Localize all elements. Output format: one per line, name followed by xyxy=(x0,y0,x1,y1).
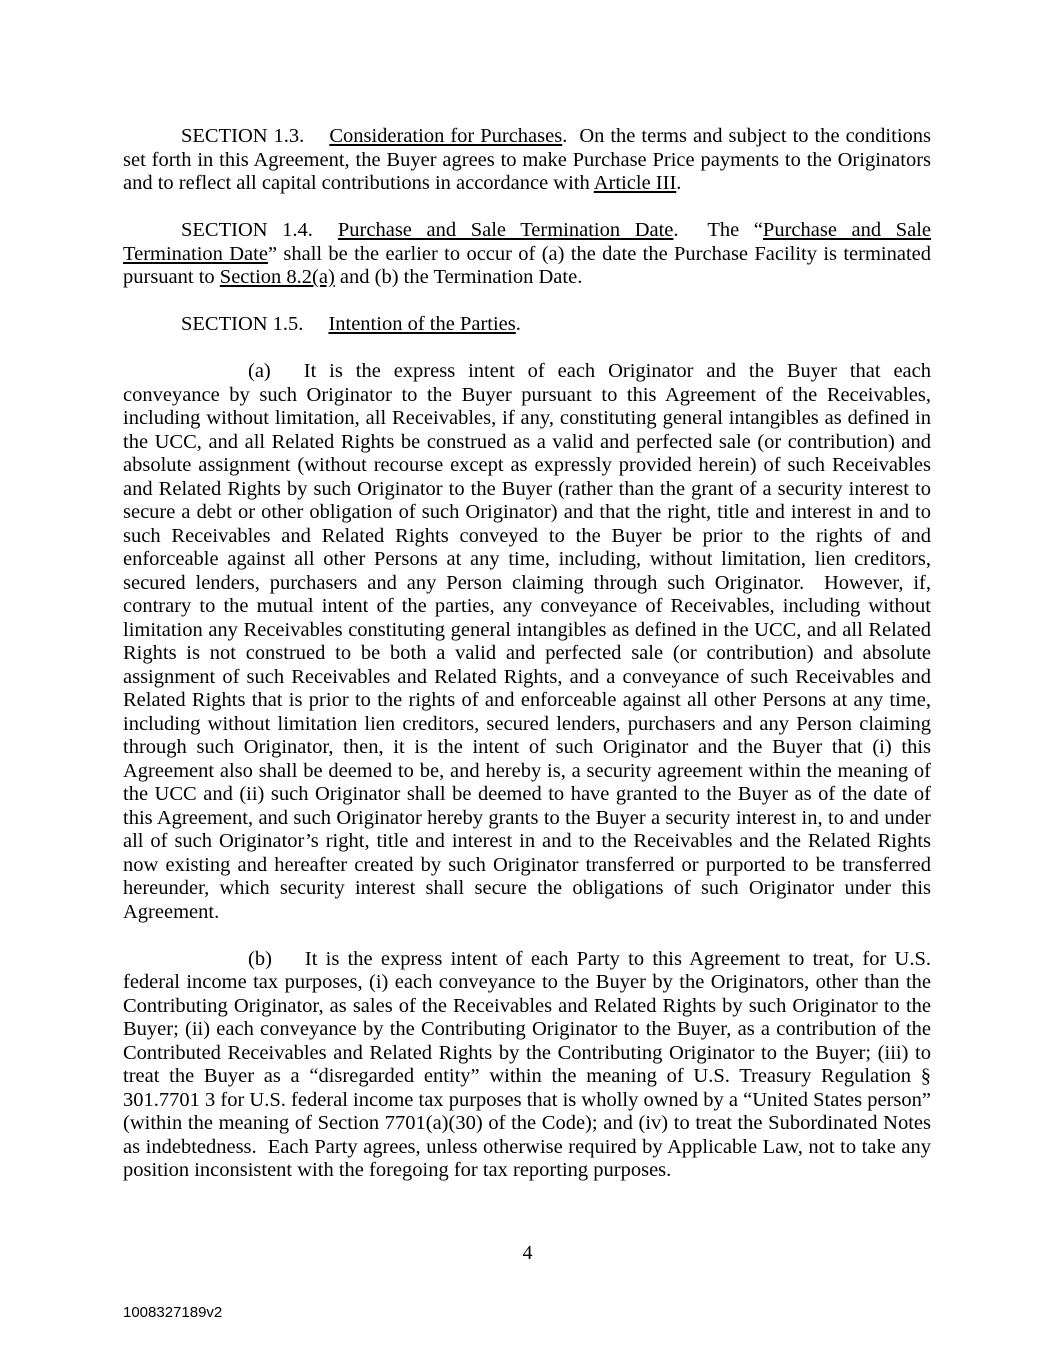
paragraph-section-1-3: SECTION 1.3. Consideration for Purchases. On the terms and subject to the conditions set forth in this Agreement, the Buyer agrees to make Purchase Price payments to the Originators and to reflect all capital contributions in accordance with Article III. xyxy=(123,125,931,194)
document-body xyxy=(123,125,931,1206)
paragraph-b: (b) It is the express intent of each Party to this Agreement to treat, for U.S. federal income tax purposes, (i) each conveyance to the Buyer by the Originators, other than the Contributing Originator, as sales of the Receivables and Related Rights by such Originator to the Buyer; (ii) each conveyance by the Contributing Originator to the Buyer, as a contribution of the Contributed Receivables and Related Rights by the Contributing Originator to the Buyer; (iii) to treat the Buyer as a “disregarded entity” within the meaning of U.S. Treasury Regulation § 301.7701 3 for U.S. federal income tax purposes that is wholly owned by a “United States person” (within the meaning of Section 7701(a)(30) of the Code); and (iv) to treat the Subordinated Notes as indebtedness. Each Party agrees, unless otherwise required by Applicable Law, not to take any position inconsistent with the foregoing for tax reporting purposes. xyxy=(123,947,931,1181)
paragraph-section-1-4: SECTION 1.4. Purchase and Sale Termination Date. The “Purchase and Sale Termination Date” shall be the earlier to occur of (a) the date the Purchase Facility is terminated pursuant to Section 8.2(a) and (b) the Termination Date. xyxy=(123,219,932,288)
paragraph-section-1-5-heading: SECTION 1.5. Intention of the Parties. xyxy=(181,313,521,335)
page-number: 4 xyxy=(522,1242,533,1264)
document-id-footer: 1008327189v2 xyxy=(123,1304,223,1321)
paragraph-a: (a) It is the express intent of each Originator and the Buyer that each conveyance by such Originator to the Buyer pursuant to this Agreement of the Receivables, including without limitation, all Receivables, if any, constituting general intangibles as defined in the UCC, and all Related Rights be construed as a valid and perfected sale (or contribution) and absolute assignment (without recourse except as expressly provided herein) of such Receivables and Related Rights by such Originator to the Buyer (rather than the grant of a security interest to secure a debt or other obligation of such Originator) and that the right, title and interest in and to such Receivables and Related Rights conveyed to the Buyer be prior to the rights of and enforceable against all other Persons at any time, including, without limitation, lien creditors, secured lenders, purchasers and any Person claiming through such Originator. However, if, contrary to the mutual intent of the parties, any conveyance of Receivables, including without limitation any Receivables constituting general intangibles as defined in the UCC, and all Related Rights is not construed to be both a valid and perfected sale (or contribution) and absolute assignment of such Receivables and Related Rights, and a conveyance of such Receivables and Related Rights that is prior to the rights of and enforceable against all other Persons at any time, including without limitation lien creditors, secured lenders, purchasers and any Person claiming through such Originator, then, it is the intent of such Originator and the Buyer that (i) this Agreement also shall be deemed to be, and hereby is, a security agreement within the meaning of the UCC and (ii) such Originator shall be deemed to have granted to the Buyer as of the date of this Agreement, and such Originator hereby grants to the Buyer a security interest in, to and under all of such Originator’s right, title and interest in and to the Receivables and the Related Rights now existing and hereafter created by such Originator transferred or purported to be transferred hereunder, which security interest shall secure the obligations of such Originator under this Agreement. xyxy=(123,360,931,923)
